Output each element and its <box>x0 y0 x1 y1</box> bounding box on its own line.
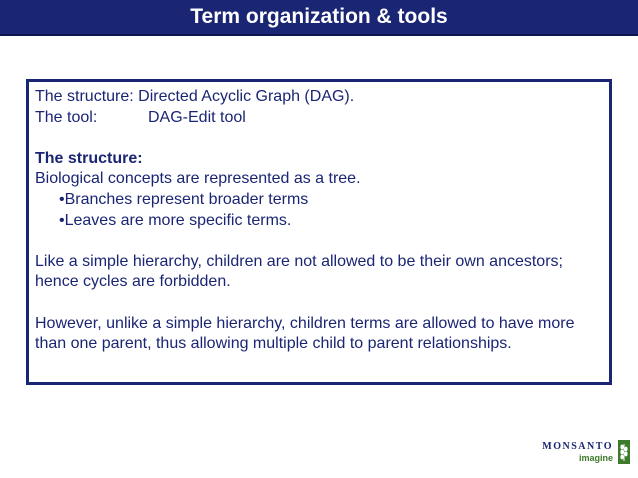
structure-description: Biological concepts are represented as a tree. <box>35 170 361 188</box>
spacer <box>35 293 603 314</box>
logo-tagline: imagine <box>578 453 613 463</box>
structure-line: The structure: Directed Acyclic Graph (DAG). <box>35 88 355 105</box>
tool-line <box>35 108 603 129</box>
paragraph-multiple-parents: However, unlike a simple hierarchy, children terms are allowed to have more than one parent, thus allowing multiple child to parent relationships. <box>35 314 575 353</box>
monsanto-logo <box>542 440 630 464</box>
wheat-icon <box>618 440 630 464</box>
tool-value: DAG-Edit tool <box>148 108 246 126</box>
bullet-branches: •Branches represent broader terms <box>59 190 309 208</box>
logo-words <box>542 441 613 463</box>
content-box <box>26 79 612 385</box>
spacer <box>35 128 603 149</box>
logo-name: MONSANTO <box>542 441 613 452</box>
paragraph-cycles: Like a simple hierarchy, children are not allowed to be their own ancestors; hence cycles are forbidden. <box>35 252 563 291</box>
structure-heading: The structure: <box>35 149 143 167</box>
tool-label: The tool: <box>35 108 98 126</box>
slide-title: Term organization & tools <box>190 5 448 28</box>
spacer <box>35 231 603 252</box>
bullet-leaves: •Leaves are more specific terms. <box>59 211 292 229</box>
title-bar <box>0 0 638 36</box>
